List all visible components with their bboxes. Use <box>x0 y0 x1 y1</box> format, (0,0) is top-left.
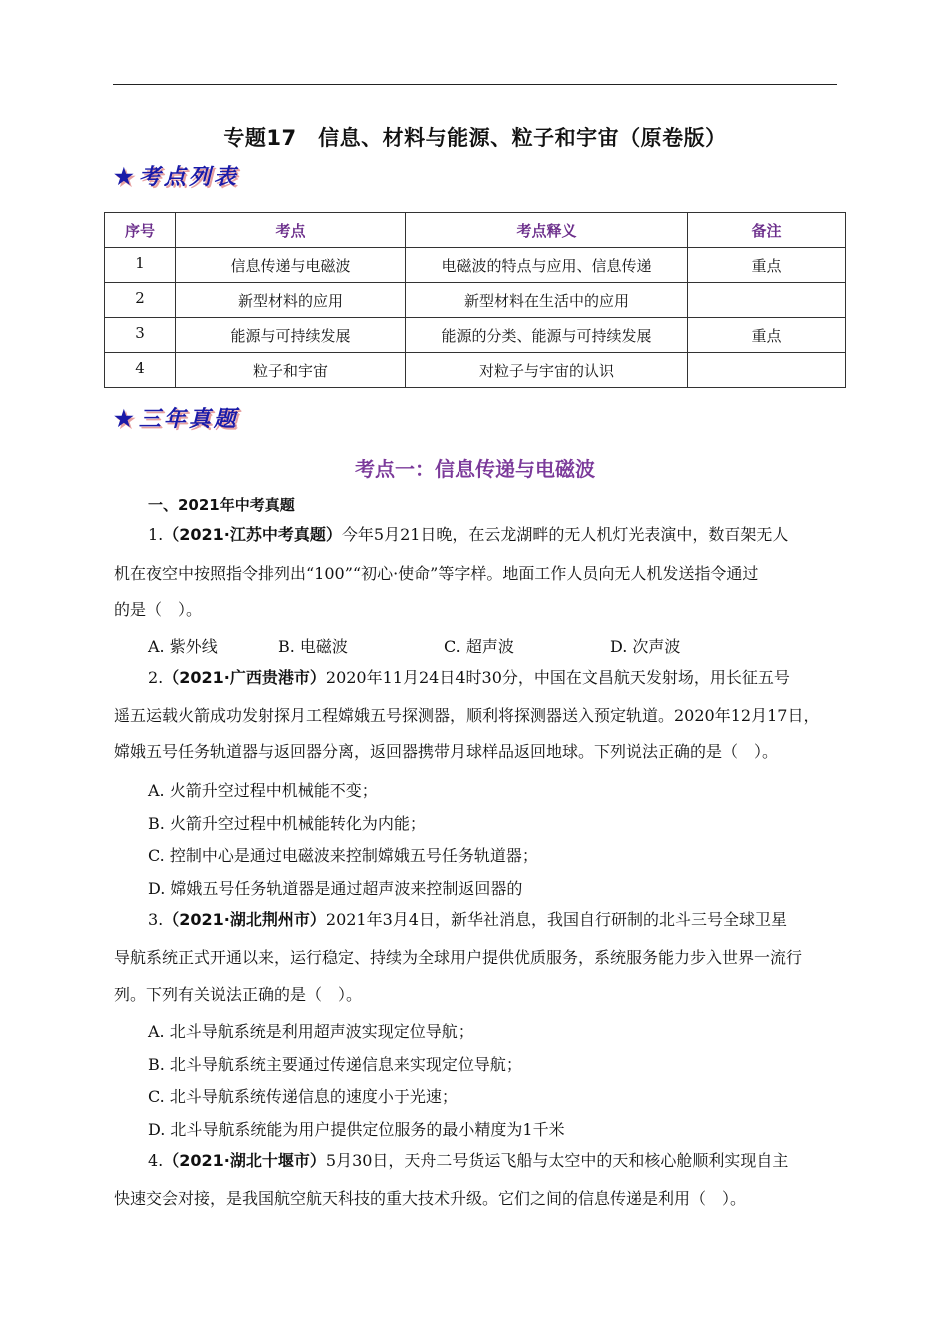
question-line: 机在夜空中按照指令排列出“100”“初心·使命”等字样。地面工作人员向无人机发送指令通过 <box>114 564 759 583</box>
question-line: 遥五运载火箭成功发射探月工程嫦娥五号探测器，顺利将探测器送入预定轨道。2020年12月17日， <box>114 706 820 725</box>
option-b: B. 火箭升空过程中机械能转化为内能； <box>148 814 426 833</box>
table-cell: 能源与可持续发展 <box>176 318 406 353</box>
option-a: A. 火箭升空过程中机械能不变； <box>148 781 378 800</box>
star-icon: ★ <box>114 164 137 190</box>
option-d: D. 北斗导航系统能为用户提供定位服务的最小精度为1千米 <box>148 1120 565 1139</box>
sub-heading: 一、2021年中考真题 <box>148 496 295 514</box>
table-header: 备注 <box>688 213 846 248</box>
option-d: D. 次声波 <box>610 637 681 656</box>
table-cell: 粒子和宇宙 <box>176 353 406 388</box>
option-d: D. 嫦娥五号任务轨道器是通过超声波来控制返回器的 <box>148 879 523 898</box>
option-c: C. 北斗导航系统传递信息的速度小于光速； <box>148 1087 458 1106</box>
option-c: C. 超声波 <box>444 637 514 656</box>
question-2: 2.（2021·广西贵港市）2020年11月24日4时30分，中国在文昌航天发射场，用长征五号 <box>148 668 790 687</box>
table-cell: 新型材料的应用 <box>176 283 406 318</box>
banner-three-years: ★三年真题 <box>114 406 239 432</box>
option-a: A. 北斗导航系统是利用超声波实现定位导航； <box>148 1022 474 1041</box>
table-row <box>105 318 846 353</box>
question-1: 1.（2021·江苏中考真题）今年5月21日晚，在云龙湖畔的无人机灯光表演中，数百架无人 <box>148 525 789 544</box>
question-source: （2021·广西贵港市） <box>163 668 326 687</box>
question-source: （2021·江苏中考真题） <box>163 525 342 544</box>
table-cell <box>688 353 846 388</box>
question-line: 嫦娥五号任务轨道器与返回器分离，返回器携带月球样品返回地球。下列说法正确的是（ ）。 <box>114 742 779 761</box>
table-cell: 1 <box>105 248 176 283</box>
question-source: （2021·湖北荆州市） <box>163 910 326 929</box>
table-cell: 重点 <box>688 318 846 353</box>
option-c: C. 控制中心是通过电磁波来控制嫦娥五号任务轨道器； <box>148 846 538 865</box>
table-row <box>105 353 846 388</box>
table-cell: 4 <box>105 353 176 388</box>
table-row <box>105 283 846 318</box>
exam-points-table <box>104 212 846 388</box>
section-heading: 考点一：信息传递与电磁波 <box>355 457 595 481</box>
table-cell: 3 <box>105 318 176 353</box>
top-rule <box>113 84 837 85</box>
question-3: 3.（2021·湖北荆州市）2021年3月4日，新华社消息，我国自行研制的北斗三号全球卫星 <box>148 910 787 929</box>
table-cell: 能源的分类、能源与可持续发展 <box>406 318 688 353</box>
table-header-row <box>105 213 846 248</box>
table-cell: 2 <box>105 283 176 318</box>
table-cell <box>688 283 846 318</box>
table-cell: 重点 <box>688 248 846 283</box>
question-line: 快速交会对接，是我国航空航天科技的重大技术升级。它们之间的信息传递是利用（ ）。 <box>114 1189 747 1208</box>
table-header: 考点释义 <box>406 213 688 248</box>
option-b: B. 电磁波 <box>278 637 348 656</box>
question-line: 导航系统正式开通以来，运行稳定、持续为全球用户提供优质服务，系统服务能力步入世界一流行 <box>114 948 803 967</box>
page-title: 专题17 信息、材料与能源、粒子和宇宙（原卷版） <box>223 126 727 150</box>
question-4: 4.（2021·湖北十堰市）5月30日，天舟二号货运飞船与太空中的天和核心舱顺利实现自主 <box>148 1151 789 1170</box>
table-cell: 对粒子与宇宙的认识 <box>406 353 688 388</box>
question-line: 的是（ ）。 <box>114 600 203 619</box>
question-source: （2021·湖北十堰市） <box>163 1151 326 1170</box>
star-icon: ★ <box>114 406 137 432</box>
option-a: A. 紫外线 <box>148 637 218 656</box>
table-cell: 新型材料在生活中的应用 <box>406 283 688 318</box>
table-row <box>105 248 846 283</box>
option-b: B. 北斗导航系统主要通过传递信息来实现定位导航； <box>148 1055 522 1074</box>
table-header: 考点 <box>176 213 406 248</box>
table-cell: 信息传递与电磁波 <box>176 248 406 283</box>
table-cell: 电磁波的特点与应用、信息传递 <box>406 248 688 283</box>
banner-exam-points: ★考点列表 <box>114 164 239 190</box>
table-header: 序号 <box>105 213 176 248</box>
question-line: 列。下列有关说法正确的是（ ）。 <box>114 985 363 1004</box>
